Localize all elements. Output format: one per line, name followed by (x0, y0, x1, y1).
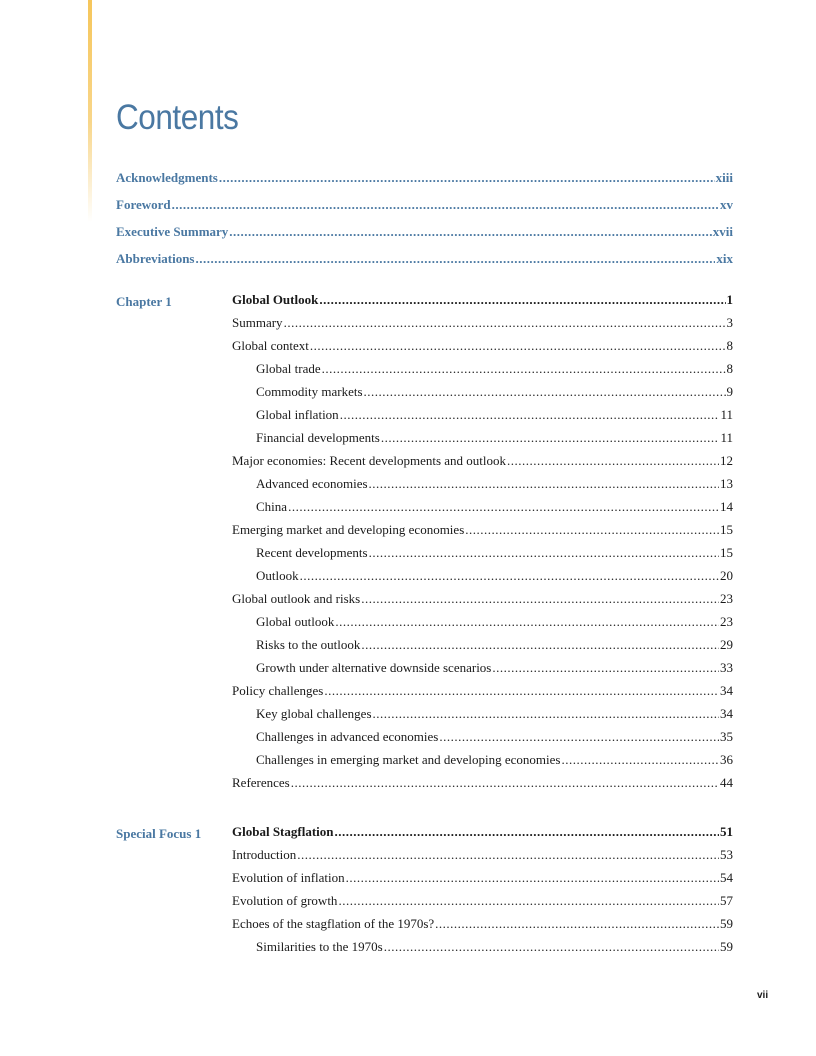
toc-entry[interactable] (232, 870, 733, 893)
toc-entry-page: xvii (712, 224, 733, 239)
toc-entry-title: Outlook (256, 568, 299, 583)
toc-entry[interactable] (232, 847, 733, 870)
toc-entry-title: China (256, 499, 288, 514)
toc-entry[interactable] (232, 522, 733, 545)
toc-entry-abbreviations[interactable] (116, 251, 733, 278)
toc-entry[interactable] (232, 315, 733, 338)
toc-entry-title: Evolution of inflation (232, 870, 345, 885)
toc-entry-title: Emerging market and developing economies (232, 522, 465, 537)
toc-entry[interactable] (232, 545, 733, 568)
chapter-1-entries (232, 292, 733, 798)
toc-entry[interactable] (232, 660, 733, 683)
toc-entry[interactable] (232, 453, 733, 476)
toc-entry-title: Evolution of growth (232, 893, 338, 908)
toc-entry-title: Global outlook (256, 614, 335, 629)
toc-entry-page: 13 (720, 476, 733, 491)
dot-leader (288, 499, 719, 515)
toc-entry-title: Global context (232, 338, 309, 353)
toc-entry-title: Similarities to the 1970s (256, 939, 383, 954)
dot-leader (335, 614, 719, 630)
dot-leader (338, 893, 719, 909)
toc-entry-title: Summary (232, 315, 283, 330)
toc-entry-page: 23 (720, 591, 733, 606)
page-title: Contents (116, 98, 239, 137)
dot-leader (172, 197, 719, 213)
toc-entry-page: 57 (720, 893, 733, 908)
dot-leader (465, 522, 719, 538)
toc-entry[interactable] (232, 568, 733, 591)
toc-entry-page: 33 (720, 660, 733, 675)
dot-leader (381, 430, 720, 446)
toc-entry[interactable] (232, 476, 733, 499)
toc-entry-page: 8 (726, 338, 733, 353)
toc-entry-title: Financial developments (256, 430, 380, 445)
dot-leader (361, 637, 719, 653)
toc-entry[interactable] (232, 338, 733, 361)
toc-entry[interactable] (232, 614, 733, 637)
toc-entry-page: 1 (726, 292, 733, 307)
toc-entry-page: xiii (715, 170, 733, 185)
toc-entry[interactable] (232, 916, 733, 939)
toc-entry-title: Key global challenges (256, 706, 372, 721)
toc-entry-page: 11 (720, 430, 733, 445)
chapter-1-label: Chapter 1 (116, 294, 172, 309)
toc-entry-page: 51 (720, 824, 733, 839)
toc-entry-page: 20 (720, 568, 733, 583)
dot-leader (373, 706, 719, 722)
toc-entry-title: Global Stagflation (232, 824, 334, 839)
toc-entry-page: 53 (720, 847, 733, 862)
dot-leader (297, 847, 719, 863)
toc-entry-title: Acknowledgments (116, 170, 218, 185)
dot-leader (229, 224, 711, 240)
toc-entry-page: 34 (720, 706, 733, 721)
dot-leader (369, 545, 719, 561)
toc-entry-title: Global outlook and risks (232, 591, 361, 606)
toc-entry[interactable] (232, 430, 733, 453)
toc-entry-page: 14 (720, 499, 733, 514)
dot-leader (335, 824, 720, 840)
toc-entry-page: xv (720, 197, 733, 212)
dot-leader (319, 292, 725, 308)
toc-entry[interactable] (232, 683, 733, 706)
toc-entry-page: 59 (720, 939, 733, 954)
toc-entry[interactable] (232, 706, 733, 729)
toc-entry-title: Policy challenges (232, 683, 324, 698)
toc-entry-title: Executive Summary (116, 224, 229, 239)
toc-entry[interactable] (232, 407, 733, 430)
dot-leader (369, 476, 719, 492)
dot-leader (219, 170, 715, 186)
toc-entry-acknowledgments[interactable] (116, 170, 733, 197)
toc-entry-foreword[interactable] (116, 197, 733, 224)
toc-entry-title: Recent developments (256, 545, 368, 560)
toc-entry-page: 23 (720, 614, 733, 629)
toc-entry-title: Growth under alternative downside scenarios (256, 660, 492, 675)
accent-bar (88, 0, 92, 222)
dot-leader (507, 453, 719, 469)
toc-entry-title: Foreword (116, 197, 171, 212)
dot-leader (361, 591, 719, 607)
toc-entry-title: Global trade (256, 361, 321, 376)
toc-entry-page: 15 (720, 522, 733, 537)
dot-leader (384, 939, 719, 955)
toc-entry-page: 9 (726, 384, 733, 399)
toc-entry[interactable] (232, 637, 733, 660)
toc-entry[interactable] (232, 591, 733, 614)
toc-entry[interactable] (232, 775, 733, 798)
toc-entry[interactable] (232, 361, 733, 384)
page-number: vii (757, 990, 769, 1001)
toc-entry-title: Major economies: Recent developments and outlook (232, 453, 507, 468)
toc-entry[interactable] (232, 729, 733, 752)
dot-leader (439, 729, 719, 745)
toc-entry[interactable] (232, 752, 733, 775)
dot-leader (324, 683, 719, 699)
dot-leader (284, 315, 726, 331)
toc-entry-page: xix (716, 251, 733, 266)
toc-entry-title: Global inflation (256, 407, 339, 422)
toc-entry-page: 54 (720, 870, 733, 885)
dot-leader (492, 660, 719, 676)
toc-entry-page: 12 (720, 453, 733, 468)
toc-entry-page: 3 (726, 315, 733, 330)
toc-entry-title: Abbreviations (116, 251, 195, 266)
toc-entry-page: 44 (720, 775, 733, 790)
toc-entry-title: Risks to the outlook (256, 637, 361, 652)
toc-entry[interactable] (232, 939, 733, 962)
toc-entry-title: Introduction (232, 847, 297, 862)
toc-entry[interactable] (232, 292, 733, 315)
toc-entry-page: 11 (720, 407, 733, 422)
special-focus-1-label: Special Focus 1 (116, 826, 202, 841)
dot-leader (196, 251, 716, 267)
toc-entry-page: 59 (720, 916, 733, 931)
toc-entry[interactable] (232, 384, 733, 407)
toc-entry-title: References (232, 775, 290, 790)
dot-leader (435, 916, 719, 932)
toc-entry-title: Challenges in advanced economies (256, 729, 439, 744)
dot-leader (364, 384, 726, 400)
special-focus-1-entries (232, 824, 733, 962)
toc-entry[interactable] (232, 893, 733, 916)
toc-entry[interactable] (232, 824, 733, 847)
dot-leader (561, 752, 719, 768)
dot-leader (340, 407, 720, 423)
dot-leader (291, 775, 719, 791)
toc-entry-page: 36 (720, 752, 733, 767)
toc-entry-title: Advanced economies (256, 476, 368, 491)
toc-entry-page: 35 (720, 729, 733, 744)
dot-leader (346, 870, 719, 886)
dot-leader (310, 338, 726, 354)
toc-entry-title: Echoes of the stagflation of the 1970s? (232, 916, 435, 931)
toc-entry-page: 8 (726, 361, 733, 376)
toc-entry-page: 34 (720, 683, 733, 698)
toc-entry[interactable] (232, 499, 733, 522)
toc-entry-page: 15 (720, 545, 733, 560)
toc-entry-title: Global Outlook (232, 292, 319, 307)
front-matter-list (116, 170, 733, 278)
dot-leader (300, 568, 719, 584)
toc-entry-page: 29 (720, 637, 733, 652)
dot-leader (322, 361, 726, 377)
toc-entry-title: Challenges in emerging market and developing economies (256, 752, 561, 767)
toc-entry-executive-summary[interactable] (116, 224, 733, 251)
toc-entry-title: Commodity markets (256, 384, 363, 399)
